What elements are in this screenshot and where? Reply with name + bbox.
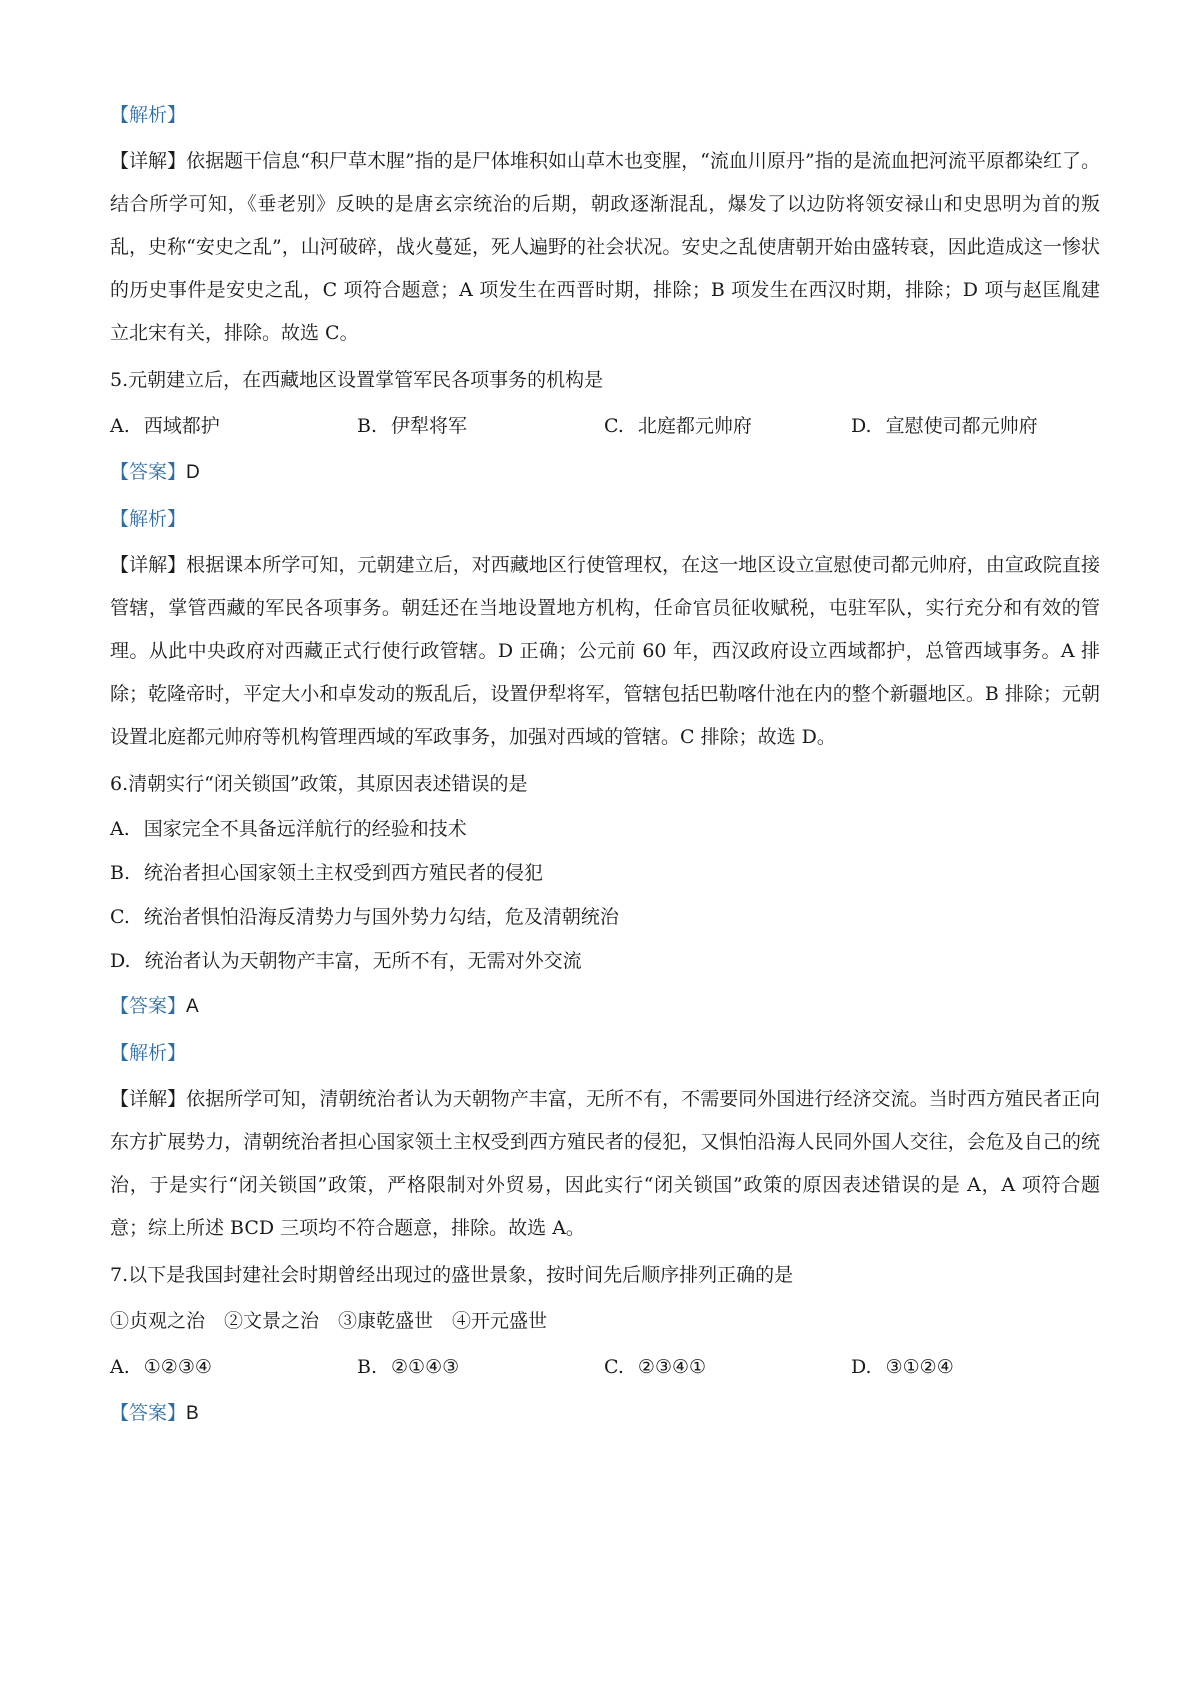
q6-option-c: C. 统治者惧怕沿海反清势力与国外势力勾结，危及清朝统治: [110, 906, 619, 928]
q5-options: [110, 403, 1100, 449]
q7-options: [110, 1344, 1100, 1390]
q6-detail-paragraph: [110, 1078, 1100, 1250]
q6-option-d: D. 统治者认为天朝物产丰富，无所不有，无需对外交流: [110, 950, 582, 972]
q6-answer-value: A: [186, 996, 199, 1017]
q5-option-a: A. 西域都护: [110, 415, 220, 437]
q5-option-c: C. 北庭都元帅府: [604, 415, 752, 437]
q5-answer: [110, 449, 1100, 496]
q4-detail-paragraph: [110, 140, 1100, 355]
q7-answer-value: B: [186, 1403, 199, 1424]
page-content: [110, 92, 1100, 1437]
q4-detail-text: 依据题干信息“积尸草木腥”指的是尸体堆积如山草木也变腥，“流血川原丹”指的是流血把河流平原都染红了。结合所学可知，《垂老别》反映的是唐玄宗统治的后期，朝政逐渐混乱，爆发了以边防将领安禄山和史思明为首的叛乱，史称“安史之乱”，山河破碎，战火蔓延，死人遍野的社会状况。安史之乱使唐朝开始由盛转衰，因此造成这一惨状的历史事件是安史之乱，C 项符合题意；A 项发生在西晋时期，排除；B 项发生在西汉时期，排除；D 项与赵匡胤建立北宋有关，排除。故选 C。: [110, 150, 1100, 344]
q7-option-c: C. ②③④①: [604, 1356, 707, 1378]
q5-question: 5.元朝建立后，在西藏地区设置掌管军民各项事务的机构是: [110, 369, 604, 391]
q5-detail-text: 根据课本所学可知，元朝建立后，对西藏地区行使管理权，在这一地区设立宣慰使司都元帅府，由宣政院直接管辖，掌管西藏的军民各项事务。朝廷还在当地设置地方机构，任命官员征收赋税，屯驻军队，实行充分和有效的管理。从此中央政府对西藏正式行使行政管辖。D 正确；公元前 60 年，西汉政府设立西域都护，总管西域事务。A 排除；乾隆帝时，平定大小和卓发动的叛乱后，设置伊犁将军，管辖包括巴勒喀什池在内的整个新疆地区。B 排除；元朝设置北庭都元帅府等机构管理西域的军政事务，加强对西域的管辖。C 排除；故选 D。: [110, 554, 1100, 748]
q5-detail-paragraph: [110, 544, 1100, 759]
analysis-label: 【解析】: [110, 104, 187, 126]
q7-option-a: A. ①②③④: [110, 1356, 212, 1378]
q6-question: 6.清朝实行“闭关锁国”政策，其原因表述错误的是: [110, 773, 528, 795]
detail-label: 【详解】: [110, 554, 187, 576]
q6-detail-text: 依据所学可知，清朝统治者认为天朝物产丰富，无所不有，不需要同外国进行经济交流。当时西方殖民者正向东方扩展势力，清朝统治者担心国家领土主权受到西方殖民者的侵犯，又惧怕沿海人民同外国人交往，会危及自己的统治，于是实行“闭关锁国”政策，严格限制对外贸易，因此实行“闭关锁国”政策的原因表述错误的是 A，A 项符合题意；综上所述 BCD 三项均不符合题意，排除。故选 A。: [110, 1088, 1100, 1239]
analysis-label: 【解析】: [110, 1042, 187, 1064]
answer-label: 【答案】: [110, 1402, 187, 1424]
q5-answer-value: D: [186, 462, 200, 483]
detail-label: 【详解】: [110, 1088, 187, 1110]
q5-option-d: D. 宣慰使司都元帅府: [851, 415, 1038, 437]
analysis-label: 【解析】: [110, 508, 187, 530]
q6-answer: [110, 983, 1100, 1030]
answer-label: 【答案】: [110, 461, 187, 483]
q7-option-b: B. ②①④③: [357, 1356, 460, 1378]
q6-analysis-heading: [110, 1030, 1100, 1076]
q6-option-b: B. 统治者担心国家领土主权受到西方殖民者的侵犯: [110, 862, 544, 884]
q4-analysis-heading: [110, 92, 1100, 138]
q6-option-a: A. 国家完全不具备远洋航行的经验和技术: [110, 818, 467, 840]
q7-items: ①贞观之治 ②文景之治 ③康乾盛世 ④开元盛世: [110, 1310, 548, 1332]
answer-label: 【答案】: [110, 995, 187, 1017]
q5-analysis-heading: [110, 496, 1100, 542]
q5-option-b: B. 伊犁将军: [357, 415, 468, 437]
q7-question: 7.以下是我国封建社会时期曾经出现过的盛世景象，按时间先后顺序排列正确的是: [110, 1264, 794, 1286]
detail-label: 【详解】: [110, 150, 187, 172]
q7-option-d: D. ③①②④: [851, 1356, 954, 1378]
q7-answer: [110, 1390, 1100, 1437]
